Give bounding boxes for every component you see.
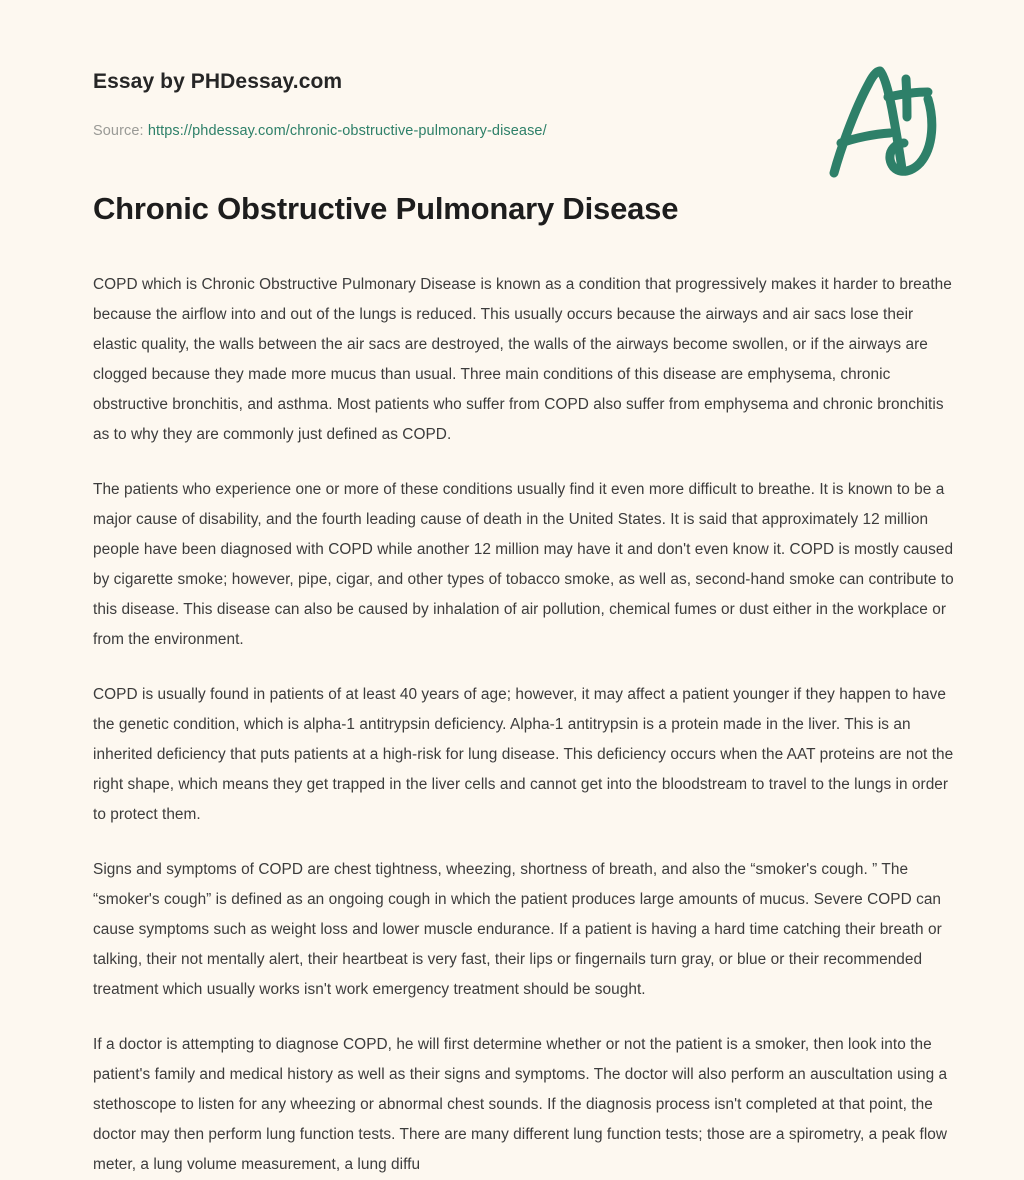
article-body [0,190,1024,1180]
article-paragraphs [93,270,954,1180]
byline-essay-by: Essay by PHDessay.com [93,70,343,93]
source-line [93,123,547,139]
a-plus-icon [810,55,950,180]
paragraph: COPD which is Chronic Obstructive Pulmonary Disease is known as a condition that progressively makes it harder to breathe because the airflow into and out of the lungs is reduced. This usually occurs because the airways and air sacs lose their elastic quality, the walls between the air sacs are destroyed, the walls of the airways become swollen, or if the airways are clogged because they made more mucus than usual. Three main conditions of this disease are emphysema, chronic obstructive bronchitis, and asthma. Most patients who suffer from COPD also suffer from emphysema and chronic bronchitis as to why they are commonly just defined as COPD. [93,276,952,443]
paragraph: COPD is usually found in patients of at least 40 years of age; however, it may affect a patient younger if they happen to have the genetic condition, which is alpha-1 antitrypsin deficiency. Alpha-1 antitrypsin is a protein made in the liver. This is an inherited deficiency that puts patients at a high-risk for lung disease. This deficiency occurs when the AAT proteins are not the right shape, which means they get trapped in the liver cells and cannot get into the bloodstream to travel to the lungs in order to protect them. [93,686,954,823]
paragraph: If a doctor is attempting to diagnose COPD, he will first determine whether or not the patient is a smoker, then look into the patient's family and medical history as well as their signs and symptoms. The doctor will also perform an auscultation using a stethoscope to listen for any wheezing or abnormal chest sounds. If the diagnosis process isn't completed at that point, the doctor may then perform lung function tests. There are many different lung function tests; those are a spirometry, a peak flow meter, a lung volume measurement, a lung diffu [93,1036,948,1173]
document-header [0,0,1024,190]
page-title: Chronic Obstructive Pulmonary Disease [93,191,679,226]
source-label: Source: [93,123,144,139]
paragraph: The patients who experience one or more of these conditions usually find it even more difficult to breathe. It is known to be a major cause of disability, and the fourth leading cause of death in the United States. It is said that approximately 12 million people have been diagnosed with COPD while another 12 million may have it and don't even know it. COPD is mostly caused by cigarette smoke; however, pipe, cigar, and other types of tobacco smoke, as well as, second-hand smoke can contribute to this disease. This disease can also be caused by inhalation of air pollution, chemical fumes or dust either in the workplace or from the environment. [93,481,954,648]
phdessay-a-plus-logo [810,55,950,180]
source-url-link[interactable]: https://phdessay.com/chronic-obstructive-pulmonary-disease/ [147,123,547,139]
paragraph: Signs and symptoms of COPD are chest tightness, wheezing, shortness of breath, and also the “smoker's cough. ” The “smoker's cough” is defined as an ongoing cough in which the patient produces large amounts of mucus. Severe COPD can cause symptoms such as weight loss and lower muscle endurance. If a patient is having a hard time catching their breath or talking, their not mentally alert, their heartbeat is very fast, their lips or fingernails turn gray, or blue or their recommended treatment which usually works isn't work emergency treatment should be sought. [93,861,942,998]
